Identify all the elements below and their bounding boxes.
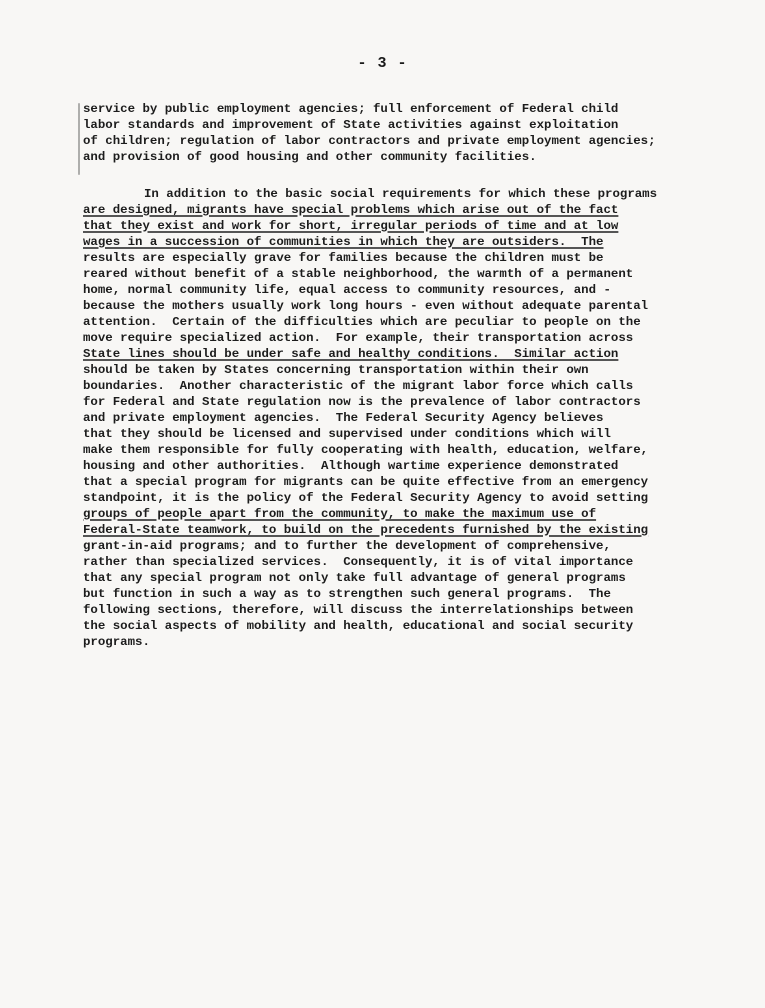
- text-line: for Federal and State regulation now is the prevalence of labor contractors: [83, 395, 641, 409]
- text-line: that any special program not only take full advantage of general programs: [83, 571, 626, 585]
- text-line: are designed, migrants have special problems which arise out of the fact: [83, 203, 619, 217]
- text-line: housing and other authorities. Although wartime experience demonstrated: [83, 459, 619, 473]
- text-line: rather than specialized services. Consequently, it is of vital importance: [83, 555, 634, 569]
- text-line: make them responsible for fully cooperating with health, education, welfare,: [83, 443, 649, 457]
- text-line: programs.: [83, 635, 150, 649]
- text-line: that a special program for migrants can be quite effective from an emergency: [83, 475, 649, 489]
- text-line: grant-in-aid programs; and to further the development of comprehensive,: [83, 539, 611, 553]
- text-line: groups of people apart from the community, to make the maximum use of: [83, 507, 597, 521]
- text-line: following sections, therefore, will discuss the interrelationships between: [83, 603, 634, 617]
- text-line: Federal-State teamwork, to build on the precedents furnished by the existing: [83, 523, 649, 537]
- text-line: that they should be licensed and supervised under conditions which will: [83, 427, 611, 441]
- text-line: service by public employment agencies; full enforcement of Federal child: [83, 102, 619, 116]
- text-line: and private employment agencies. The Federal Security Agency believes: [83, 411, 604, 425]
- text-line: State lines should be under safe and healthy conditions. Similar action: [83, 347, 619, 361]
- text-line: boundaries. Another characteristic of the migrant labor force which calls: [83, 379, 634, 393]
- text-line: of children; regulation of labor contractors and private employment agencies;: [83, 134, 656, 148]
- text-line: the social aspects of mobility and health, educational and social security: [83, 619, 634, 633]
- text-line: should be taken by States concerning transportation within their own: [83, 363, 589, 377]
- text-line: In addition to the basic social requirements for which these programs: [144, 187, 658, 201]
- text-line: labor standards and improvement of State activities against exploitation: [83, 118, 619, 132]
- text-line: that they exist and work for short, irregular periods of time and at low: [83, 219, 619, 233]
- text-line: results are especially grave for families because the children must be: [83, 251, 604, 265]
- text-line: attention. Certain of the difficulties which are peculiar to people on the: [83, 315, 641, 329]
- text-line: reared without benefit of a stable neighborhood, the warmth of a permanent: [83, 267, 634, 281]
- text-line: home, normal community life, equal access to community resources, and -: [83, 283, 611, 297]
- text-line: wages in a succession of communities in which they are outsiders. The: [83, 235, 604, 249]
- text-line: standpoint, it is the policy of the Federal Security Agency to avoid setting: [83, 491, 649, 505]
- text-line: because the mothers usually work long hours - even without adequate parental: [83, 299, 649, 313]
- margin-mark: [78, 103, 80, 175]
- text-line: but function in such a way as to strengthen such general programs. The: [83, 587, 611, 601]
- text-line: move require specialized action. For example, their transportation across: [83, 331, 634, 345]
- text-line: and provision of good housing and other community facilities.: [83, 150, 537, 164]
- page-number: - 3 -: [357, 55, 408, 72]
